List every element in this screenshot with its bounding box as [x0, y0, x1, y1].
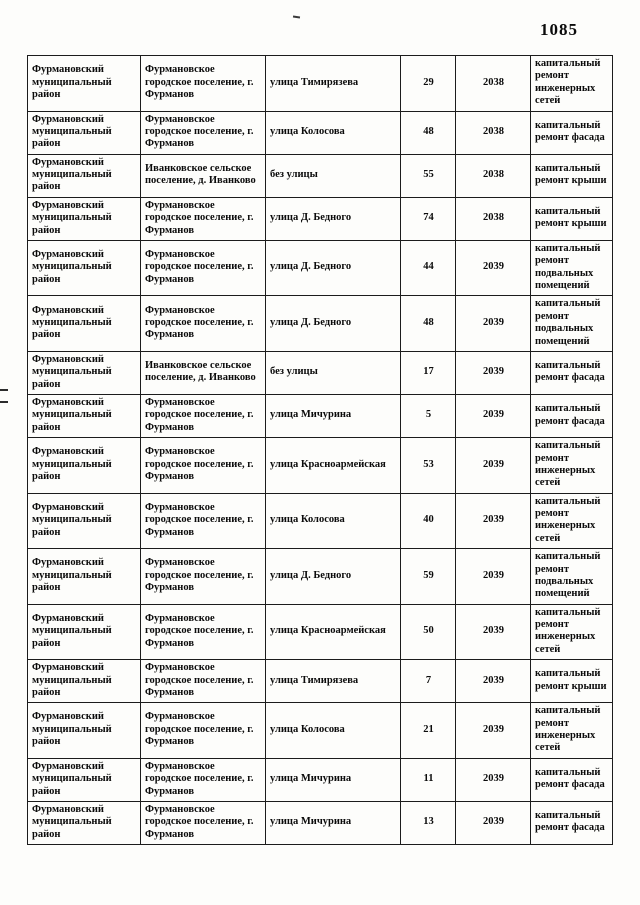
cell-district: Фурмановский муниципальный район	[28, 351, 141, 394]
cell-house-number: 17	[401, 351, 456, 394]
cell-settlement: Фурмановское городское поселение, г. Фурманов	[141, 240, 266, 296]
cell-house-number: 59	[401, 549, 456, 605]
cell-settlement: Фурмановское городское поселение, г. Фурманов	[141, 801, 266, 844]
schedule-table	[27, 55, 613, 845]
cell-work-type: капитальный ремонт подвальных помещений	[531, 296, 613, 352]
cell-street: улица Мичурина	[266, 395, 401, 438]
cell-work-type: капитальный ремонт инженерных сетей	[531, 493, 613, 549]
cell-work-type: капитальный ремонт фасада	[531, 801, 613, 844]
cell-house-number: 48	[401, 296, 456, 352]
table-row	[28, 493, 613, 549]
table-row	[28, 549, 613, 605]
cell-house-number: 40	[401, 493, 456, 549]
cell-year: 2039	[456, 660, 531, 703]
table-row	[28, 660, 613, 703]
cell-house-number: 53	[401, 438, 456, 494]
cell-year: 2038	[456, 154, 531, 197]
cell-street: улица Колосова	[266, 703, 401, 759]
cell-work-type: капитальный ремонт инженерных сетей	[531, 438, 613, 494]
cell-work-type: капитальный ремонт фасада	[531, 351, 613, 394]
cell-year: 2039	[456, 493, 531, 549]
cell-settlement: Фурмановское городское поселение, г. Фурманов	[141, 111, 266, 154]
table-row	[28, 604, 613, 660]
cell-house-number: 21	[401, 703, 456, 759]
cell-year: 2039	[456, 604, 531, 660]
cell-year: 2038	[456, 111, 531, 154]
cell-house-number: 11	[401, 758, 456, 801]
cell-district: Фурмановский муниципальный район	[28, 549, 141, 605]
cell-settlement: Фурмановское городское поселение, г. Фурманов	[141, 549, 266, 605]
cell-year: 2039	[456, 801, 531, 844]
cell-settlement: Фурмановское городское поселение, г. Фурманов	[141, 395, 266, 438]
cell-work-type: капитальный ремонт фасада	[531, 111, 613, 154]
cell-district: Фурмановский муниципальный район	[28, 703, 141, 759]
cell-house-number: 55	[401, 154, 456, 197]
cell-district: Фурмановский муниципальный район	[28, 154, 141, 197]
cell-settlement: Фурмановское городское поселение, г. Фурманов	[141, 604, 266, 660]
cell-district: Фурмановский муниципальный район	[28, 197, 141, 240]
cell-street: улица Мичурина	[266, 758, 401, 801]
cell-street: улица Мичурина	[266, 801, 401, 844]
cell-district: Фурмановский муниципальный район	[28, 438, 141, 494]
cell-year: 2039	[456, 438, 531, 494]
cell-work-type: капитальный ремонт фасада	[531, 395, 613, 438]
page-number: 1085	[540, 20, 578, 39]
cell-street: улица Тимирязева	[266, 56, 401, 112]
table-row	[28, 438, 613, 494]
table-row	[28, 395, 613, 438]
cell-house-number: 74	[401, 197, 456, 240]
cell-work-type: капитальный ремонт инженерных сетей	[531, 604, 613, 660]
table-row	[28, 154, 613, 197]
cell-settlement: Фурмановское городское поселение, г. Фурманов	[141, 660, 266, 703]
table-row	[28, 111, 613, 154]
scan-artifact-left-1	[0, 389, 8, 391]
scan-artifact-left-2	[0, 401, 8, 403]
table-row	[28, 758, 613, 801]
cell-street: улица Д. Бедного	[266, 296, 401, 352]
cell-house-number: 50	[401, 604, 456, 660]
table-row	[28, 703, 613, 759]
table-row	[28, 56, 613, 112]
cell-street: улица Колосова	[266, 493, 401, 549]
table-row	[28, 240, 613, 296]
cell-district: Фурмановский муниципальный район	[28, 296, 141, 352]
cell-settlement: Иванковское сельское поселение, д. Иванково	[141, 154, 266, 197]
cell-district: Фурмановский муниципальный район	[28, 758, 141, 801]
cell-work-type: капитальный ремонт крыши	[531, 660, 613, 703]
cell-settlement: Фурмановское городское поселение, г. Фурманов	[141, 493, 266, 549]
cell-district: Фурмановский муниципальный район	[28, 240, 141, 296]
table-row	[28, 351, 613, 394]
cell-street: без улицы	[266, 154, 401, 197]
scan-artifact-top	[293, 16, 300, 19]
cell-year: 2039	[456, 758, 531, 801]
cell-year: 2038	[456, 197, 531, 240]
table-body	[28, 56, 613, 845]
cell-house-number: 5	[401, 395, 456, 438]
cell-house-number: 44	[401, 240, 456, 296]
cell-work-type: капитальный ремонт фасада	[531, 758, 613, 801]
cell-year: 2039	[456, 296, 531, 352]
cell-work-type: капитальный ремонт инженерных сетей	[531, 56, 613, 112]
cell-year: 2039	[456, 351, 531, 394]
cell-settlement: Фурмановское городское поселение, г. Фурманов	[141, 56, 266, 112]
cell-work-type: капитальный ремонт подвальных помещений	[531, 240, 613, 296]
cell-house-number: 13	[401, 801, 456, 844]
cell-settlement: Фурмановское городское поселение, г. Фурманов	[141, 703, 266, 759]
cell-house-number: 48	[401, 111, 456, 154]
cell-district: Фурмановский муниципальный район	[28, 395, 141, 438]
cell-street: улица Д. Бедного	[266, 549, 401, 605]
cell-work-type: капитальный ремонт подвальных помещений	[531, 549, 613, 605]
cell-street: улица Д. Бедного	[266, 240, 401, 296]
cell-street: улица Колосова	[266, 111, 401, 154]
cell-house-number: 7	[401, 660, 456, 703]
cell-district: Фурмановский муниципальный район	[28, 660, 141, 703]
cell-street: улица Д. Бедного	[266, 197, 401, 240]
cell-street: улица Красноармейская	[266, 438, 401, 494]
cell-year: 2038	[456, 56, 531, 112]
cell-settlement: Фурмановское городское поселение, г. Фурманов	[141, 438, 266, 494]
cell-work-type: капитальный ремонт инженерных сетей	[531, 703, 613, 759]
cell-work-type: капитальный ремонт крыши	[531, 154, 613, 197]
cell-settlement: Иванковское сельское поселение, д. Иванково	[141, 351, 266, 394]
cell-street: улица Тимирязева	[266, 660, 401, 703]
table-row	[28, 801, 613, 844]
cell-street: без улицы	[266, 351, 401, 394]
cell-year: 2039	[456, 549, 531, 605]
cell-street: улица Красноармейская	[266, 604, 401, 660]
cell-settlement: Фурмановское городское поселение, г. Фурманов	[141, 197, 266, 240]
cell-district: Фурмановский муниципальный район	[28, 56, 141, 112]
cell-settlement: Фурмановское городское поселение, г. Фурманов	[141, 296, 266, 352]
cell-district: Фурмановский муниципальный район	[28, 111, 141, 154]
table-row	[28, 296, 613, 352]
cell-year: 2039	[456, 703, 531, 759]
cell-settlement: Фурмановское городское поселение, г. Фурманов	[141, 758, 266, 801]
table-row	[28, 197, 613, 240]
cell-district: Фурмановский муниципальный район	[28, 604, 141, 660]
cell-district: Фурмановский муниципальный район	[28, 493, 141, 549]
cell-work-type: капитальный ремонт крыши	[531, 197, 613, 240]
cell-house-number: 29	[401, 56, 456, 112]
cell-district: Фурмановский муниципальный район	[28, 801, 141, 844]
cell-year: 2039	[456, 395, 531, 438]
cell-year: 2039	[456, 240, 531, 296]
